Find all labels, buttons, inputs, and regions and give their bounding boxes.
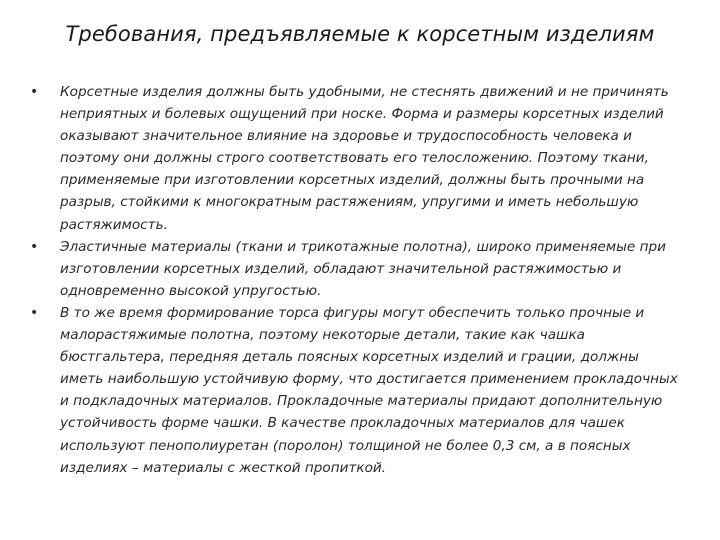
bullet-list [30,81,680,479]
bullet-item [30,236,680,302]
bullet-item [30,81,680,236]
slide-title: Требования, предъявляемые к корсетным изделиям [65,22,655,46]
bullet-text: Корсетные изделия должны быть удобными, не стеснять движений и не причинять неприятных и болевых ощущений при носке. Форма и размеры корсетных изделий оказывают значительное влияние на здоровье и трудоспособность человека и поэтому они должны строго соответствовать его телосложению. Поэтому ткани, применяемые при изготовлении корсетных изделий, должны быть прочными на разрыв, стойкими к многократным растяжениям, упругими и иметь небольшую растяжимость. [60,84,669,233]
bullet-icon: • [30,84,39,100]
bullet-item [30,302,680,479]
bullet-text: Эластичные материалы (ткани и трикотажные полотна), широко применяемые при изготовлении корсетных изделий, обладают значительной растяжимостью и одновременно высокой упругостью. [60,238,666,299]
bullet-text: В то же время формирование торса фигуры могут обеспечить только прочные и малорастяжимые полотна, поэтому некоторые детали, такие как чашка бюстгальтера, передняя деталь поясных корсетных изделий и грации, должны иметь наибольшую устойчивую форму, что достигается применением прокладочных и подкладочных материалов. Прокладочные материалы придают дополнительную устойчивость форме чашки. В качестве прокладочных материалов для чашек используют пенополиуретан (поролон) толщиной не более 0,3 см, а в поясных изделиях – материалы с жесткой пропиткой. [60,304,678,476]
bullet-icon: • [30,238,39,255]
bullet-icon: • [30,304,39,321]
